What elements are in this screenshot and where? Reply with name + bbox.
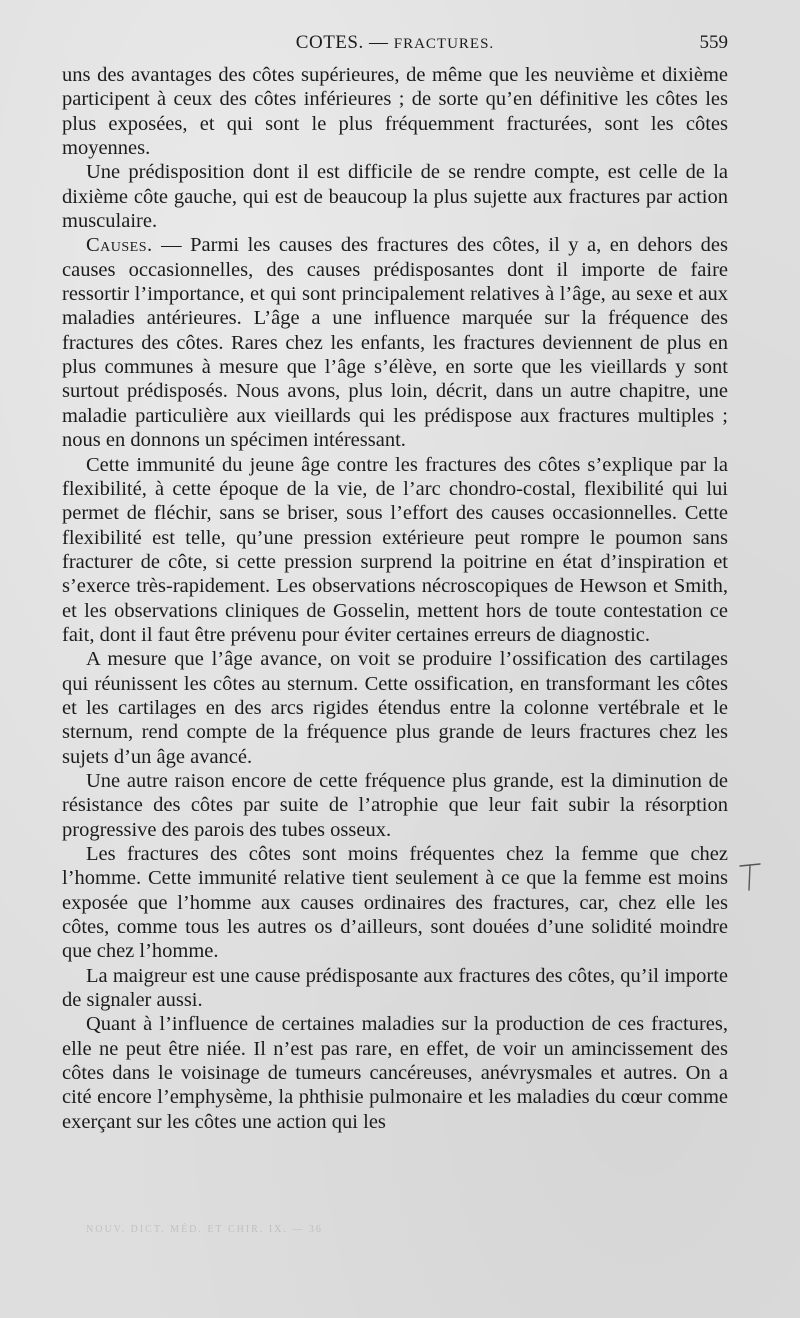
paragraph-text: — Parmi les causes des fractures des côtes, il y a, en dehors des causes occasionnelles, des causes prédisposantes dont il importe de faire ressortir l’importance, et qui sont principalement relatives à l’âge, au sexe et aux maladies antérieures. L’âge a une influence marquée sur la fréquence des fractures des côtes. Rares chez les enfants, les fractures deviennent de plus en plus communes à mesure que l’âge s’élève, en sorte que les vieillards y sont surtout prédisposés. Nous avons, plus loin, décrit, dans un autre chapitre, une maladie particulière aux vieillards qui les prédispose aux fractures multiples ; nous en donnons un spécimen intéressant.	[62, 234, 728, 452]
paragraph-2	[62, 160, 728, 233]
paragraph-7	[62, 842, 728, 964]
running-head-main: COTES.	[295, 32, 364, 53]
paragraph-text: Cette immunité du jeune âge contre les fractures des côtes s’explique par la flexibilité, à cette époque de la vie, de l’arc chondro-costal, flexibilité qui lui permet de fléchir, sans se briser, sous l’effort des causes occasionnelles. Cette flexibilité est telle, qu’une pression extérieure peut rompre le poumon sans fracturer de côte, si cette pression surprend la poitrine en état d’inspiration et s’exerce très-rapidement. Les observations nécroscopiques de Hewson et Smith, et les observations cliniques de Gosselin, mettent hors de toute contestation ce fait, dont il faut être prévenu pour éviter certaines erreurs de diagnostic.	[62, 453, 728, 646]
section-lead-causes: Causes.	[86, 234, 153, 257]
paragraph-text: A mesure que l’âge avance, on voit se produire l’ossification des cartilages qui réunissent les côtes au sternum. Cette ossification, en transformant les côtes et les cartilages en des arcs rigides étendus entre la colonne vertébrale et le sternum, rend compte de la fréquence plus grande de leurs fractures chez les sujets d’un âge avancé.	[62, 648, 728, 768]
paragraph-1	[62, 63, 728, 160]
paragraph-5	[62, 647, 728, 769]
paragraph-6	[62, 769, 728, 842]
paragraph-text: Les fractures des côtes sont moins fréquentes chez la femme que chez l’homme. Cette immunité relative tient seulement à ce que la femme est moins exposée que l’homme aux causes ordinaires des fractures, car, chez elle les côtes, comme tous les autres os d’ailleurs, sont douées d’une solidité moindre que chez l’homme.	[62, 843, 728, 963]
running-head-sub: FRACTURES.	[393, 36, 495, 52]
paragraph-text: Une prédisposition dont il est difficile de se rendre compte, est celle de la dixième côte gauche, qui est de beaucoup la plus sujette aux fractures par action musculaire.	[62, 161, 728, 233]
paragraph-causes	[62, 233, 728, 452]
running-head-dash: —	[368, 32, 389, 53]
paragraph-8	[62, 964, 728, 1013]
paragraph-text: Quant à l’influence de certaines maladies sur la production de ces fractures, elle ne peut être niée. Il n’est pas rare, en effet, de voir un amincissement des côtes dans le voisinage de tumeurs cancéreuses, anévrysmales et autres. On a cité encore l’emphysème, la phthisie pulmonaire et les maladies du cœur comme exerçant sur les côtes une action qui les	[62, 1013, 728, 1133]
page-number: 559	[699, 32, 728, 53]
paragraph-text: La maigreur est une cause prédisposante aux fractures des côtes, qu’il importe de signaler aussi.	[62, 964, 728, 1012]
paragraph-9	[62, 1012, 728, 1134]
margin-pencil-mark	[736, 858, 764, 894]
running-head	[62, 30, 728, 57]
body-text	[62, 63, 728, 1134]
bleed-through-footer: NOUV. DICT. MÉD. ET CHIR. IX. — 36	[86, 1224, 323, 1235]
page-header	[62, 30, 728, 56]
paragraph-text: Une autre raison encore de cette fréquence plus grande, est la diminution de résistance des côtes par suite de l’atrophie que leur fait subir la résorption progressive des parois des tubes osseux.	[62, 769, 728, 841]
paragraph-4	[62, 453, 728, 648]
paragraph-text: uns des avantages des côtes supérieures, de même que les neuvième et dixième participent à ceux des côtes inférieures ; de sorte qu’en définitive les côtes les plus exposées, et qui sont le plus fréquemment fracturées, sont les côtes moyennes.	[62, 64, 728, 160]
